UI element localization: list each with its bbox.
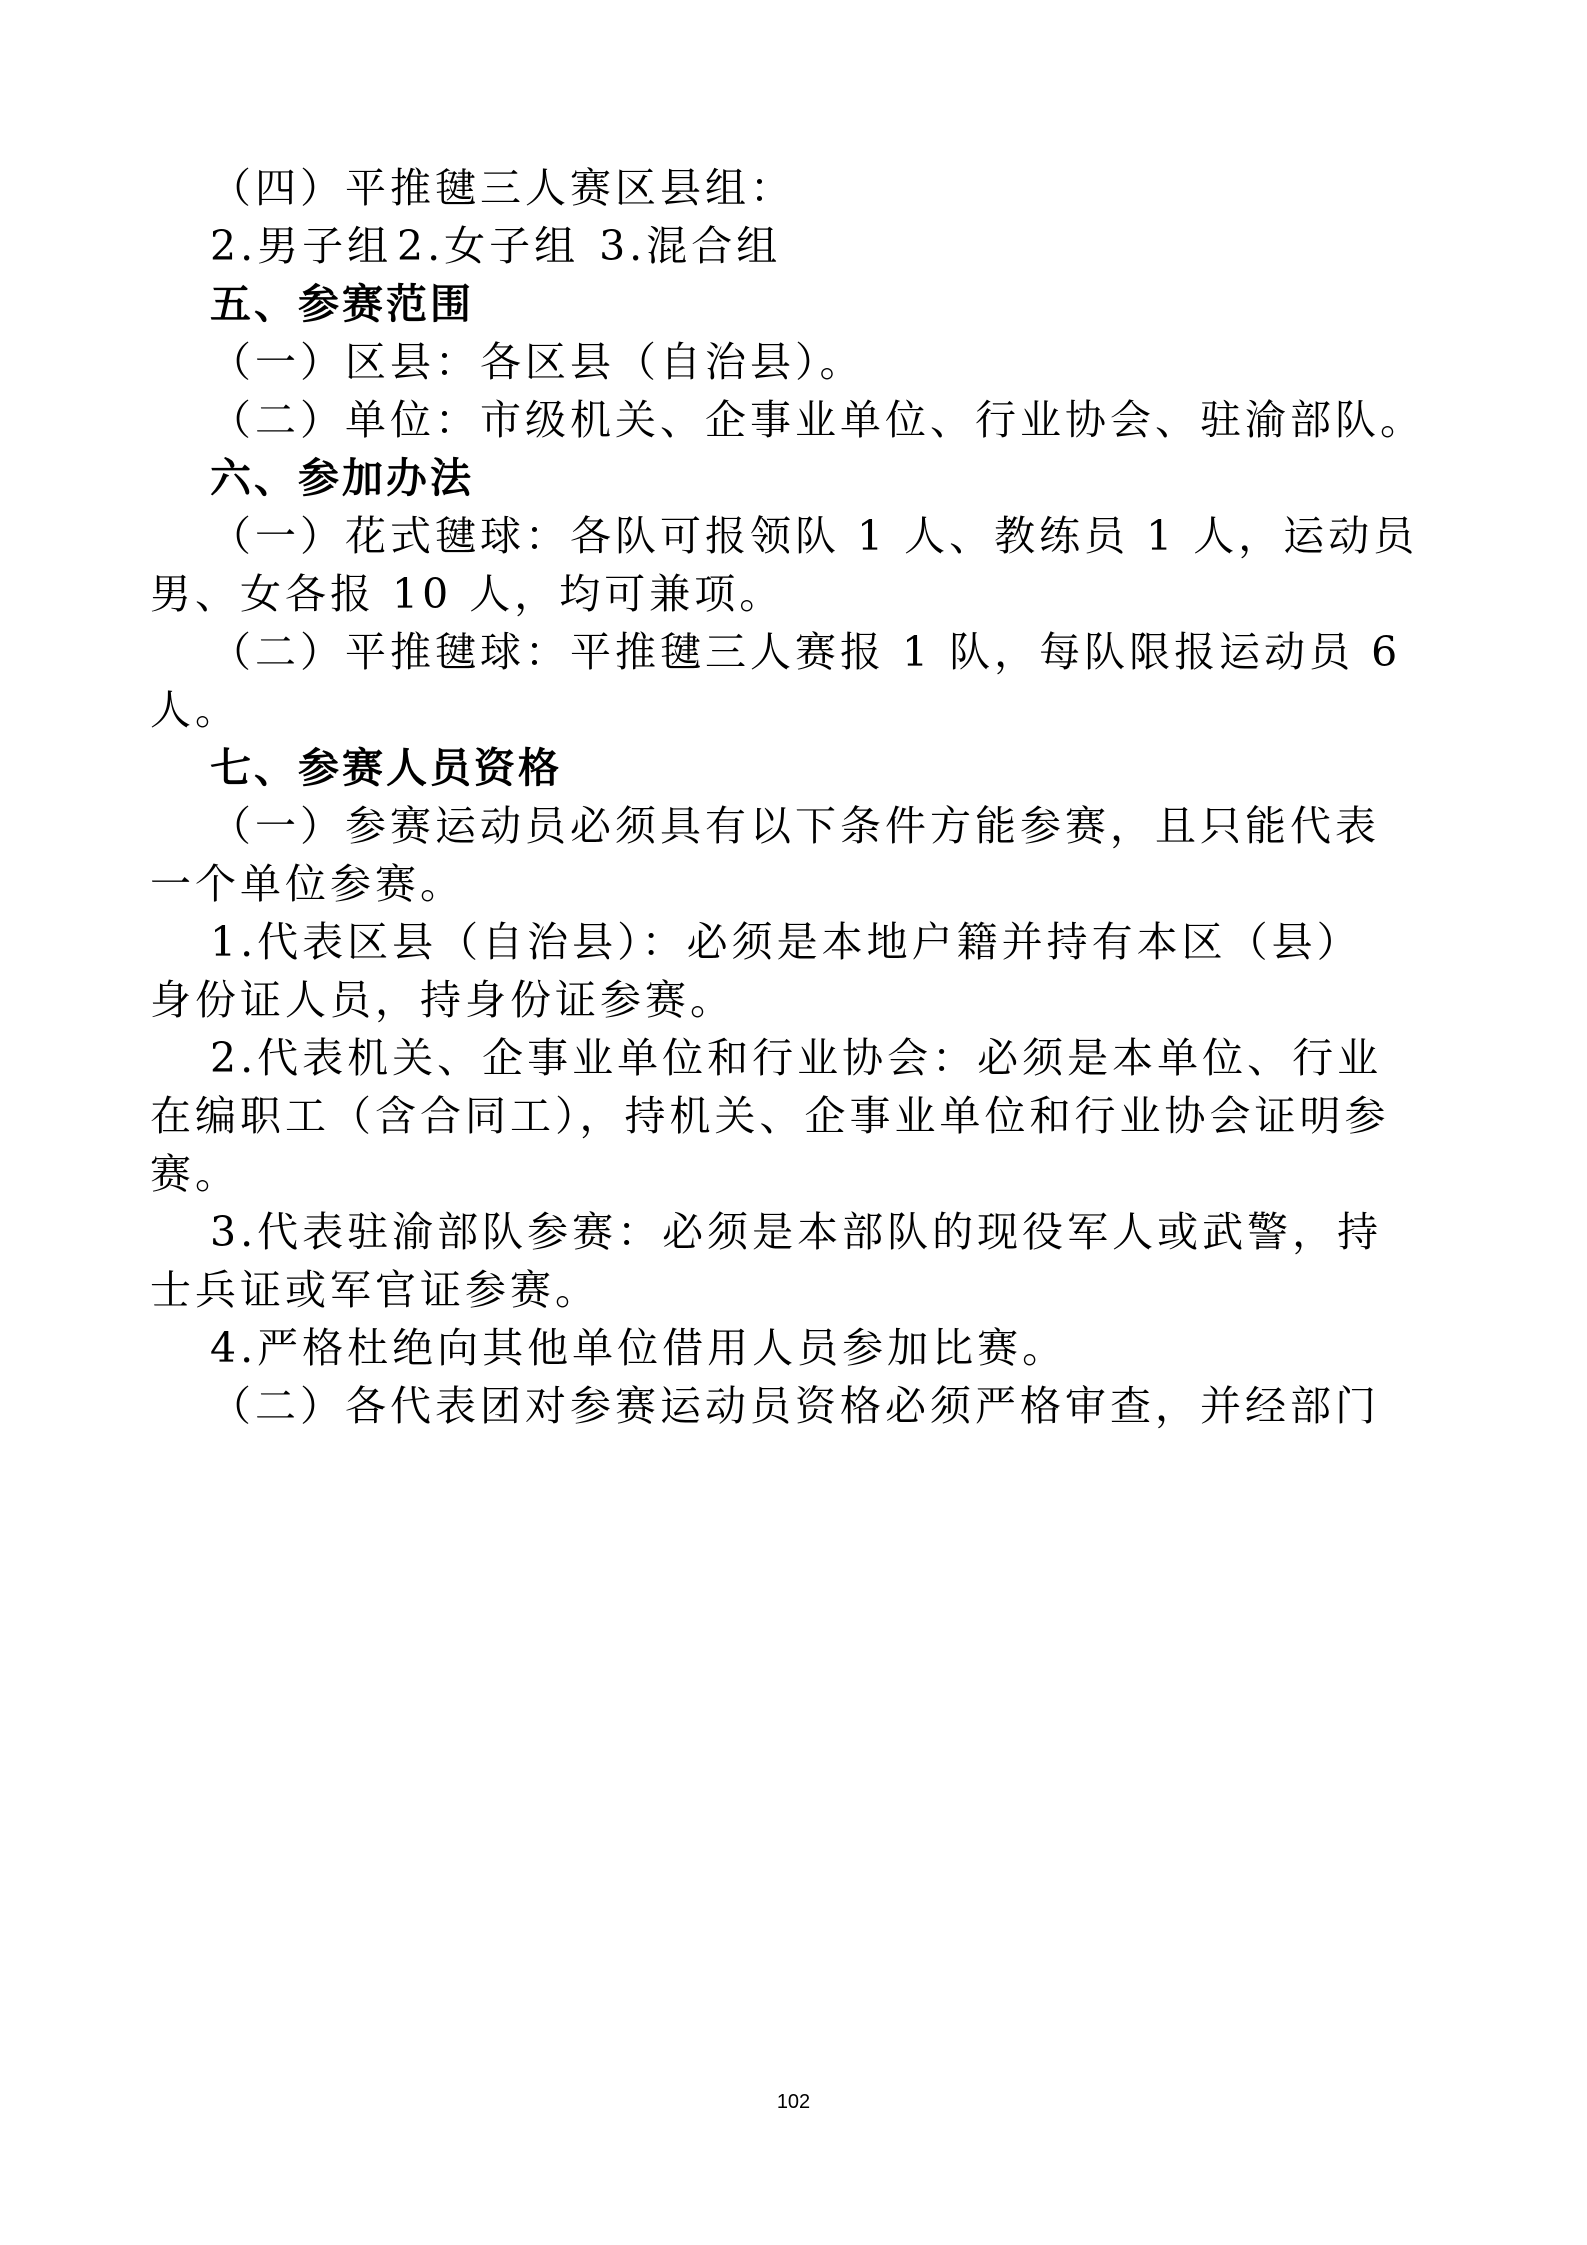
group-women: 2.女子组 (397, 222, 580, 270)
scope-units: （二）单位：市级机关、企事业单位、行业协会、驻渝部队。 (210, 396, 1425, 444)
rule-2-line3: 赛。 (150, 1150, 240, 1198)
rule-2-line2: 在编职工（含合同工），持机关、企事业单位和行业协会证明参 (150, 1092, 1390, 1140)
section-7-heading: 七、参赛人员资格 (210, 744, 562, 792)
rule-4: 4.严格杜绝向其他单位借用人员参加比赛。 (210, 1324, 1068, 1372)
group-mixed: 3.混合组 (599, 222, 782, 270)
group-list (210, 218, 1400, 274)
method-fancy-line2: 男、女各报 10 人，均可兼项。 (150, 570, 785, 618)
qualification-1-line1: （一）参赛运动员必须具有以下条件方能参赛，且只能代表 (210, 802, 1380, 850)
rule-2-line1: 2.代表机关、企事业单位和行业协会：必须是本单位、行业 (210, 1034, 1383, 1082)
qualification-1-line2: 一个单位参赛。 (150, 860, 465, 908)
page-number: 102 (776, 2091, 811, 2113)
scope-counties: （一）区县：各区县（自治县）。 (210, 338, 865, 386)
group-men: 2.男子组 (210, 222, 393, 270)
section-6-heading: 六、参加办法 (210, 454, 474, 502)
rule-1-line1: 1.代表区县（自治县）：必须是本地户籍并持有本区（县） (210, 918, 1362, 966)
method-flat-line1: （二）平推毽球：平推毽三人赛报 1 队，每队限报运动员 6 (210, 628, 1402, 676)
subsection-4-title: （四）平推毽三人赛区县组： (210, 164, 795, 212)
qualification-2-line1: （二）各代表团对参赛运动员资格必须严格审查，并经部门 (210, 1382, 1380, 1430)
method-fancy-line1: （一）花式毽球：各队可报领队 1 人、教练员 1 人，运动员 (210, 512, 1419, 560)
rule-3-line1: 3.代表驻渝部队参赛：必须是本部队的现役军人或武警，持 (210, 1208, 1383, 1256)
rule-3-line2: 士兵证或军官证参赛。 (150, 1266, 600, 1314)
method-flat-line2: 人。 (150, 686, 240, 734)
section-5-heading: 五、参赛范围 (210, 280, 474, 328)
rule-1-line2: 身份证人员，持身份证参赛。 (150, 976, 735, 1024)
